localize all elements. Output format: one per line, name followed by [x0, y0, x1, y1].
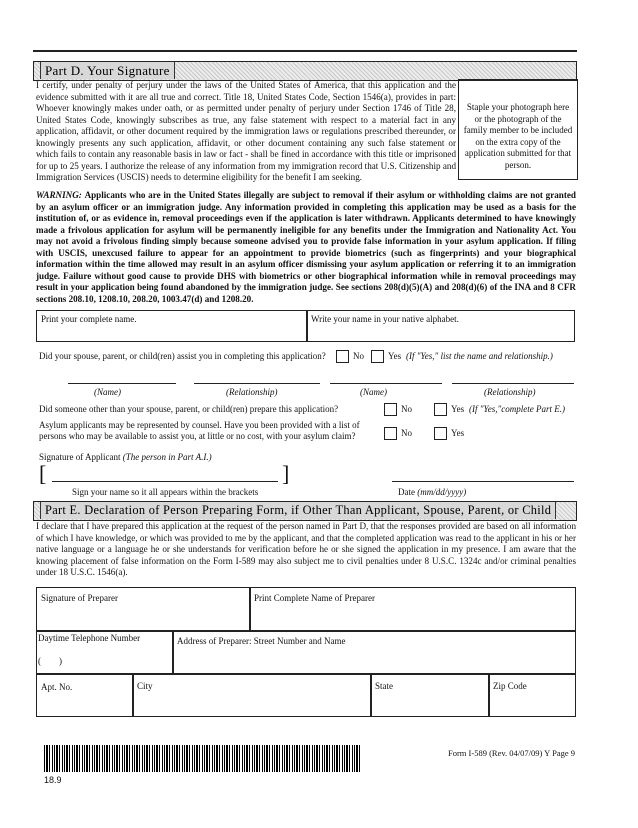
bracket-close: ]: [282, 461, 290, 486]
relationship-caption-1: (Relationship): [226, 387, 278, 397]
assist-name-line-2[interactable]: [330, 383, 442, 384]
signature-preparer-label: Signature of Preparer: [41, 593, 118, 603]
certify-paragraph: I certify, under penalty of perjury under the laws of the United States of America, that this application and the evidence submitted with it are all true and correct. Title 18, United States Code, Section 1546(a), provides in part: Whoever knowingly makes under oath, or as permitted under penalty of perjury under Section 1746 of Title 28, United States Code, knowingly subscribes as true, any false statement with respect to a material fact in any application, affidavit, or other document required by the immigration laws or regulations prescribed thereunder, or knowingly presents any such application, affidavit, or other document containing any such false statement or which fails to contain any reasonable basis in law or fact - shall be fined in accordance with this title or imprisoned for up to 25 years. I authorize the release of any information from my immigration record that U.S. Citizenship and Immigration Services (USCIS) needs to determine eligibility for the benefit I am seeking.: [36, 80, 456, 182]
assist-question: Did your spouse, parent, or child(ren) assist you in completing this application?: [39, 351, 326, 361]
counsel-no-label: No: [401, 428, 412, 438]
photo-instructions: Staple your photograph here or the photograph of the family member to be included on the extra copy of the application submitted for that person.: [463, 102, 573, 170]
signature-applicant-row: [39, 452, 212, 463]
print-name-preparer-field[interactable]: [249, 587, 576, 632]
city-label: City: [137, 681, 153, 691]
bracket-open: [: [39, 461, 47, 486]
signature-preparer-field[interactable]: [36, 587, 251, 632]
name-caption-2: (Name): [360, 387, 387, 397]
state-field[interactable]: [370, 673, 490, 717]
assist-rel-line-1[interactable]: [194, 383, 320, 384]
warning-label: WARNING:: [36, 190, 82, 200]
zip-code-label: Zip Code: [493, 681, 527, 691]
other-prepare-yes-checkbox[interactable]: [434, 403, 447, 416]
daytime-phone-field[interactable]: [36, 630, 174, 675]
date-caption: [398, 487, 466, 498]
native-name-label: Write your name in your native alphabet.: [311, 314, 459, 324]
address-preparer-field[interactable]: [172, 630, 576, 675]
counsel-yes-checkbox[interactable]: [434, 427, 447, 440]
other-prepare-yes-note: (If "Yes,"complete Part E.): [469, 404, 565, 414]
sign-within-caption: Sign your name so it all appears within the brackets: [72, 487, 259, 497]
native-name-field[interactable]: [306, 310, 575, 342]
print-name-label: Print your complete name.: [41, 314, 137, 324]
name-caption-1: (Name): [94, 387, 121, 397]
part-d-title: Part D. Your Signature: [40, 62, 175, 79]
assist-yes-label: Yes: [388, 351, 402, 361]
date-line[interactable]: [392, 481, 574, 482]
other-prepare-no-checkbox[interactable]: [384, 403, 397, 416]
counsel-no-checkbox[interactable]: [384, 427, 397, 440]
declare-paragraph: I declare that I have prepared this application at the request of the person named in Part D, that the responses provided are based on all information of which I have knowledge, or which was provided to me by the applicant, and that the completed application was read to the applicant in his or her native language or a language he or she understands for verification before he or she signed the application in my presence. I am aware that the knowing placement of false information on the Form I-589 may also subject me to civil penalties under 8 U.S.C. 1324c and/or criminal penalties under 18 U.S.C. 1546(a).: [36, 521, 576, 577]
zip-code-field[interactable]: [488, 673, 576, 717]
photo-box: [458, 79, 578, 180]
form-id: Form I-589 (Rev. 04/07/09) Y Page 9: [448, 748, 576, 758]
date-label: Date: [398, 487, 415, 497]
city-field[interactable]: [132, 673, 372, 717]
signature-applicant-line[interactable]: [52, 481, 278, 482]
print-name-preparer-label: Print Complete Name of Preparer: [254, 593, 375, 603]
part-d-header: [33, 61, 577, 81]
assist-yes-checkbox[interactable]: [371, 350, 384, 363]
daytime-phone-label: Daytime Telephone Number: [38, 633, 141, 643]
relationship-caption-2: (Relationship): [484, 387, 536, 397]
signature-applicant-note: (The person in Part A.I.): [122, 452, 212, 462]
apt-no-field[interactable]: [36, 673, 134, 717]
part-e-header: [33, 501, 577, 521]
counsel-line-1: Asylum applicants may be represented by counsel. Have you been provided with a list of: [39, 420, 360, 430]
other-prepare-question: Did someone other than your spouse, parent, or child(ren) prepare this application?: [39, 404, 339, 414]
address-preparer-label: Address of Preparer: Street Number and Name: [177, 636, 346, 646]
apt-no-label: Apt. No.: [41, 682, 73, 692]
counsel-line-2: persons who may be available to assist you, at little or no cost, with your asylum claim?: [39, 431, 356, 441]
warning-paragraph: [36, 190, 576, 305]
date-format: (mm/dd/yyyy): [417, 487, 467, 497]
part-e-title: Part E. Declaration of Person Preparing Form, if Other Than Applicant, Spouse, Parent, or Child: [40, 502, 556, 519]
assist-name-line-1[interactable]: [68, 383, 176, 384]
assist-no-checkbox[interactable]: [336, 350, 349, 363]
counsel-yes-label: Yes: [451, 428, 465, 438]
top-rule: [33, 50, 577, 52]
other-prepare-yes-label: Yes: [451, 404, 465, 414]
signature-applicant-label: Signature of Applicant: [39, 452, 121, 462]
warning-text: Applicants who are in the United States illegally are subject to removal if their asylum or withholding claims are not granted by an asylum officer or an immigration judge. Any information provided in completing this application may be used as a basis for the institution of, or as evidence in, removal proceedings even if the application is later withdrawn. Applicants determined to have knowingly made a frivolous application for asylum will be permanently ineligible for any benefits under the Immigration and Nationality Act. You may not avoid a frivolous finding simply because someone advised you to provide false information in your asylum application. If filing with USCIS, unexcused failure to appear for an appointment to provide biometrics (such as fingerprints) and your biographical information within the time allowed may result in an asylum officer dismissing your asylum application or referring it to an immigration judge. Failure without good cause to provide DHS with biometrics or other biographical information while in removal proceedings may result in your application being found abandoned by the immigration judge. See sections 208(d)(5)(A) and 208(d)(6) of the INA and 8 CFR sections 208.10, 1208.10, 208.20, 1003.47(d) and 1208.20.: [36, 190, 576, 304]
assist-rel-line-2[interactable]: [452, 383, 574, 384]
barcode-number: 18.9: [44, 775, 62, 785]
other-prepare-no-label: No: [401, 404, 412, 414]
print-name-field[interactable]: [36, 310, 308, 342]
barcode: [44, 745, 360, 772]
state-label: State: [375, 681, 393, 691]
assist-no-label: No: [353, 351, 364, 361]
assist-yes-note: (If "Yes," list the name and relationship.): [406, 351, 553, 361]
phone-parens: ( ): [38, 656, 62, 666]
